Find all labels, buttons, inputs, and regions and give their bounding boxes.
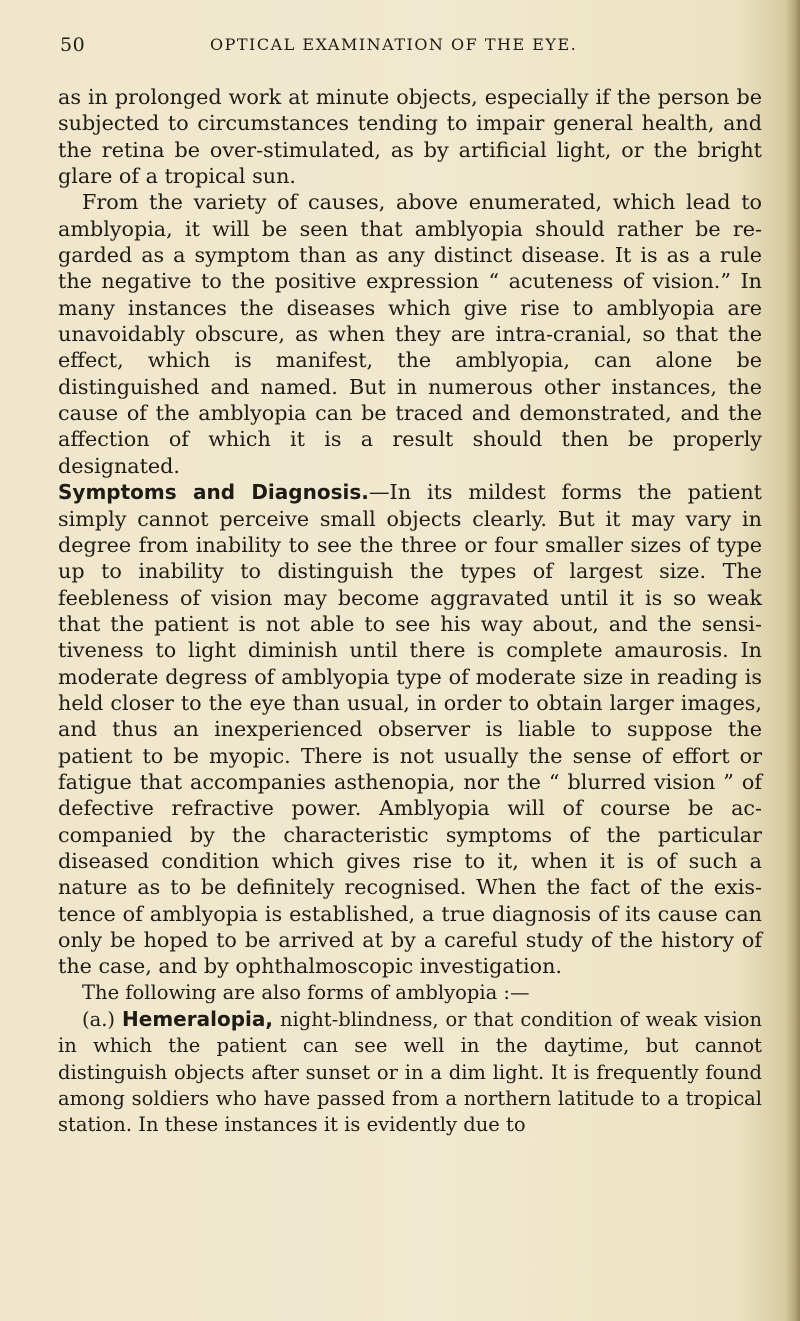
symptoms-heading: Symptoms and Diagnosis.	[58, 480, 369, 505]
hemeralopia-heading: Hemeralopia,	[122, 1007, 273, 1032]
item-a-label: (a.)	[82, 1008, 116, 1032]
running-title: OPTICAL EXAMINATION OF THE EYE.	[210, 35, 578, 54]
paragraph-1: as in prolonged work at minute objects, especially if the person be subjected to circumstances tending to impair general health, and the retina be over-stimulated, as by artificial light, or the bright glare of a tropical sun.	[58, 85, 762, 189]
paragraph-4: The following are also forms of amblyopia :—	[82, 980, 530, 1004]
item-a-text: night-blindness, or that condition of weak vision in which the patient can see well in the daytime, but cannot distinguish objects after sunset or in a dim light. It is frequently found among soldiers who have passed from a northern latitude to a tropical station. In these instances it is evidently due to	[58, 1008, 763, 1137]
page-edge-shadow	[786, 0, 800, 1321]
page-number: 50	[60, 34, 86, 56]
paragraph-2: From the variety of causes, above enumerated, which lead to amblyopia, it will be seen that amblyopia should rather be re-garded as a symptom than as any distinct disease. It is as a rule the negative to the positive expression “ acuteness of vision.” In many instances the diseases which give rise to amblyopia are unavoidably obscure, as when they are intra-cranial, so that the effect, which is manifest, the amblyopia, can alone be distinguished and named. But in numerous other instances, the cause of the amblyopia can be traced and demonstrated, and the affection of which it is a result should then be properly designated.	[58, 190, 762, 478]
body-text	[58, 84, 762, 1139]
running-header	[60, 34, 760, 60]
paragraph-3-text: —In its mildest forms the patient simply cannot perceive small objects clearly. But it may vary in degree from inability to see the three or four smaller sizes of type up to inability to distinguish the types of largest size. The feebleness of vision may become aggravated until it is so weak that the patient is not able to see his way about, and the sensi-tiveness to light diminish until there is complete amaurosis. In moderate degress of amblyopia type of moderate size in reading is held closer to the eye than usual, in order to obtain larger images, and thus an inexperienced observer is liable to suppose the patient to be myopic. There is not usually the sense of effort or fatigue that accompanies asthenopia, nor the “ blurred vision ” of defective refractive power. Amblyopia will of course be ac-companied by the characteristic symptoms of the particular diseased condition which gives rise to it, when it is of such a nature as to be definitely recognised. When the fact of the exis-tence of amblyopia is established, a true diagnosis of its cause can only be hoped to be arrived at by a careful study of the history of the case, and by ophthalmoscopic investigation.	[58, 480, 762, 979]
paragraph-3	[58, 479, 762, 980]
paragraph-item-a	[58, 1006, 762, 1139]
